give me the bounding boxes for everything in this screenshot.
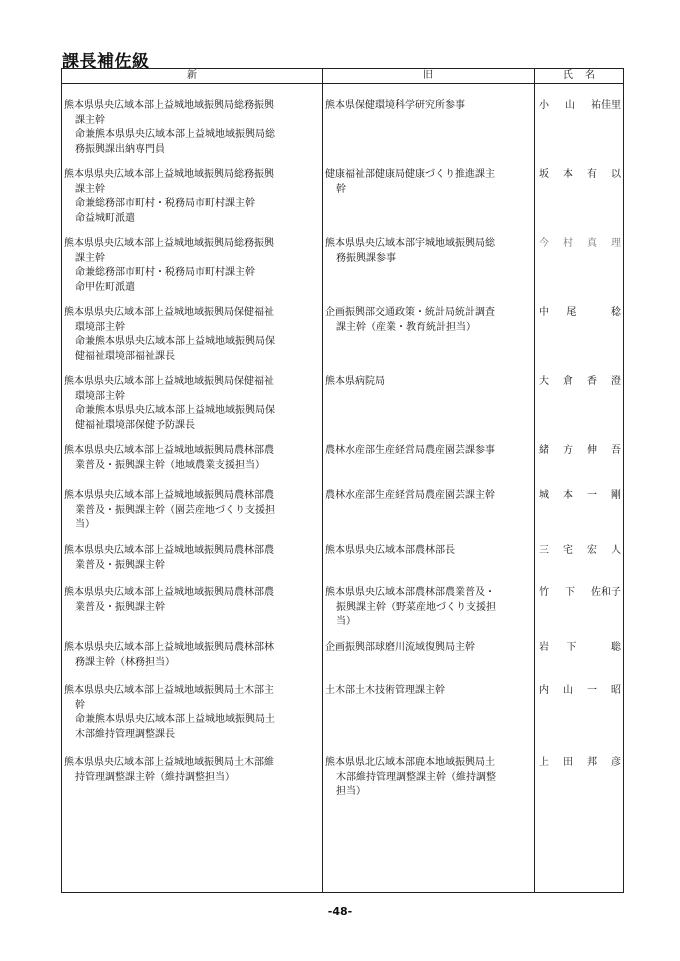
name-part: 佐和子 xyxy=(591,587,621,598)
name-part: 人 xyxy=(611,545,621,556)
new-position-line: 命兼熊本県県央広域本部上益城地域振興局保 xyxy=(75,336,275,347)
name-part: 宅 xyxy=(563,545,573,556)
name-part: 吾 xyxy=(611,445,621,456)
old-position-cell xyxy=(325,444,532,459)
name-cell xyxy=(534,99,624,114)
name-part: 内 xyxy=(539,685,549,696)
new-position-cell xyxy=(64,544,321,573)
name-part: 本 xyxy=(563,169,573,180)
person-name xyxy=(534,375,624,390)
old-position-line: 企画振興部交通政策・統計局統計調査 xyxy=(325,307,495,318)
new-position-line: 命兼総務部市町村・税務局市町村課主幹 xyxy=(75,198,255,209)
name-cell xyxy=(534,641,624,656)
name-part: 三 xyxy=(539,545,549,556)
new-position-line: 環境部主幹 xyxy=(75,321,125,333)
name-part: 本 xyxy=(563,490,573,501)
old-position-line: 熊本県県央広域本部農林部農業普及・ xyxy=(325,587,495,598)
new-position-line: 課主幹 xyxy=(75,252,105,264)
old-position-cell xyxy=(325,375,532,390)
new-position-cell xyxy=(64,306,321,364)
new-position-cell xyxy=(64,641,321,670)
old-position-line: 担当） xyxy=(336,786,366,797)
new-position-cell xyxy=(64,684,321,742)
personnel-table xyxy=(61,68,624,893)
section-title: 課長補佐級 xyxy=(62,52,150,72)
old-position-line: 熊本県県央広域本部宇城地域振興局総 xyxy=(325,238,495,249)
header-name: 氏名 xyxy=(563,70,607,81)
old-position-cell xyxy=(325,586,532,630)
new-position-line: 熊本県県央広域本部上益城地域振興局総務振興 xyxy=(64,238,274,249)
new-position-line: 熊本県県央広域本部上益城地域振興局土木部主 xyxy=(64,685,274,696)
person-name xyxy=(534,306,624,321)
name-part: 岩 xyxy=(539,642,549,653)
new-position-line: 熊本県県央広域本部上益城地域振興局保健福祉 xyxy=(64,376,274,387)
new-position-line: 熊本県県央広域本部上益城地域振興局総務振興 xyxy=(64,100,274,111)
old-position-line: 健康福祉部健康局健康づくり推進課主 xyxy=(325,169,495,180)
name-cell xyxy=(534,684,624,699)
new-position-line: 当） xyxy=(75,519,95,530)
new-position-line: 幹 xyxy=(75,699,85,711)
old-position-line: 木部維持管理調整課主幹（維持調整 xyxy=(336,771,496,783)
column-divider xyxy=(322,69,323,892)
name-cell xyxy=(534,306,624,321)
name-part: 理 xyxy=(611,238,621,249)
new-position-cell xyxy=(64,444,321,473)
new-position-line: 熊本県県央広域本部上益城地域振興局保健福祉 xyxy=(64,307,274,318)
name-part: 下 xyxy=(566,642,577,653)
new-position-line: 熊本県県央広域本部上益城地域振興局総務振興 xyxy=(64,169,274,180)
name-part: 一 xyxy=(587,685,597,696)
old-position-cell xyxy=(325,306,532,335)
new-position-cell xyxy=(64,375,321,433)
name-part: 以 xyxy=(611,169,621,180)
name-part: 伸 xyxy=(587,445,597,456)
name-part: 一 xyxy=(587,490,597,501)
old-position-line: 熊本県病院局 xyxy=(325,376,385,387)
new-position-cell xyxy=(64,99,321,157)
name-cell xyxy=(534,544,624,559)
person-name xyxy=(534,544,624,559)
person-name xyxy=(534,237,624,252)
old-position-cell xyxy=(325,489,532,504)
name-part: 昭 xyxy=(611,685,621,696)
new-position-line: 熊本県県央広域本部上益城地域振興局農林部林 xyxy=(64,642,274,653)
old-position-line: 当） xyxy=(336,616,356,627)
name-part: 剛 xyxy=(611,490,621,501)
new-position-line: 命兼熊本県県央広域本部上益城地域振興局土 xyxy=(75,714,275,725)
old-position-line: 課主幹（産業・教育統計担当） xyxy=(336,321,476,333)
old-position-cell xyxy=(325,99,532,114)
new-position-cell xyxy=(64,586,321,615)
person-name xyxy=(534,641,624,656)
old-position-line: 土木部土木技術管理課主幹 xyxy=(325,685,445,696)
name-part: 今 xyxy=(539,238,549,249)
old-position-cell xyxy=(325,168,532,197)
header-new: 新 xyxy=(187,70,197,81)
name-part: 村 xyxy=(563,238,573,249)
new-position-line: 課主幹 xyxy=(75,114,105,126)
old-position-line: 熊本県県北広域本部鹿本地域振興局土 xyxy=(325,757,495,768)
new-position-line: 熊本県県央広域本部上益城地域振興局農林部農 xyxy=(64,445,274,456)
person-name xyxy=(534,444,624,459)
old-position-cell xyxy=(325,544,532,559)
new-position-cell xyxy=(64,489,321,533)
name-part: 坂 xyxy=(539,169,549,180)
name-part: 小 xyxy=(539,100,549,111)
old-position-line: 幹 xyxy=(336,183,346,195)
name-part: 方 xyxy=(563,445,573,456)
old-position-cell xyxy=(325,641,532,656)
new-position-line: 持管理調整課主幹（維持調整担当） xyxy=(75,771,235,783)
new-position-cell xyxy=(64,756,321,785)
new-position-cell xyxy=(64,168,321,226)
new-position-line: 命兼総務部市町村・税務局市町村課主幹 xyxy=(75,267,255,278)
new-position-cell xyxy=(64,237,321,295)
name-part: 聡 xyxy=(610,642,621,653)
old-position-line: 務振興課参事 xyxy=(336,252,396,264)
name-part: 中 xyxy=(539,307,549,318)
new-position-line: 命兼熊本県県央広域本部上益城地域振興局総 xyxy=(75,129,275,140)
person-name xyxy=(534,684,624,699)
new-position-line: 課主幹 xyxy=(75,183,105,195)
name-part: 山 xyxy=(565,100,575,111)
old-position-line: 農林水産部生産経営局農産園芸課参事 xyxy=(325,445,495,456)
name-part: 彦 xyxy=(611,757,621,768)
person-name xyxy=(534,756,624,771)
person-name xyxy=(534,489,624,504)
new-position-line: 命益城町派遣 xyxy=(75,212,135,224)
name-part: 有 xyxy=(587,169,597,180)
old-position-line: 振興課主幹（野菜産地づくり支援担 xyxy=(336,601,496,613)
name-cell xyxy=(534,489,624,504)
new-position-line: 命甲佐町派遣 xyxy=(75,281,135,293)
new-position-line: 業普及・振興課主幹 xyxy=(75,601,165,613)
old-position-line: 熊本県保健環境科学研究所参事 xyxy=(325,100,465,111)
name-part: 大 xyxy=(539,376,549,387)
new-position-line: 務課主幹（林務担当） xyxy=(75,656,175,668)
page-number: -48- xyxy=(327,905,353,918)
new-position-line: 木部維持管理調整課長 xyxy=(75,728,175,740)
name-part: 倉 xyxy=(563,376,573,387)
name-cell xyxy=(534,756,624,771)
old-position-cell xyxy=(325,684,532,699)
header-old: 旧 xyxy=(423,70,433,81)
name-cell xyxy=(534,444,624,459)
name-cell xyxy=(534,168,624,183)
name-part: 下 xyxy=(565,587,575,598)
new-position-line: 業普及・振興課主幹（園芸産地づくり支援担 xyxy=(75,504,275,516)
new-position-line: 熊本県県央広域本部上益城地域振興局農林部農 xyxy=(64,587,274,598)
name-part: 澄 xyxy=(611,376,621,387)
name-part: 山 xyxy=(563,685,573,696)
name-part: 宏 xyxy=(587,545,597,556)
name-part: 上 xyxy=(539,757,549,768)
new-position-line: 熊本県県央広域本部上益城地域振興局農林部農 xyxy=(64,545,274,556)
name-part: 稔 xyxy=(610,307,621,318)
table-header xyxy=(62,69,623,84)
new-position-line: 務振興課出納専門員 xyxy=(75,143,165,155)
new-position-line: 熊本県県央広域本部上益城地域振興局農林部農 xyxy=(64,490,274,501)
name-part: 竹 xyxy=(539,587,549,598)
new-position-line: 健福祉環境部福祉課長 xyxy=(75,350,175,362)
old-position-line: 農林水産部生産経営局農産園芸課主幹 xyxy=(325,490,495,501)
old-position-line: 企画振興部球磨川流域復興局主幹 xyxy=(325,642,475,653)
old-position-cell xyxy=(325,756,532,800)
person-name xyxy=(534,586,624,601)
name-part: 田 xyxy=(563,757,573,768)
person-name xyxy=(534,168,624,183)
name-part: 祐佳里 xyxy=(591,100,621,111)
person-name xyxy=(534,99,624,114)
new-position-line: 命兼熊本県県央広域本部上益城地域振興局保 xyxy=(75,405,275,416)
name-part: 真 xyxy=(587,238,597,249)
new-position-line: 環境部主幹 xyxy=(75,390,125,402)
name-part: 緒 xyxy=(539,445,549,456)
name-cell xyxy=(534,375,624,390)
name-part: 香 xyxy=(587,376,597,387)
old-position-cell xyxy=(325,237,532,266)
name-part: 邦 xyxy=(587,757,597,768)
old-position-line: 熊本県県央広域本部農林部長 xyxy=(325,545,455,556)
name-part: 尾 xyxy=(566,307,577,318)
name-part: 城 xyxy=(539,490,549,501)
new-position-line: 健福祉環境部保健予防課長 xyxy=(75,419,195,431)
new-position-line: 熊本県県央広域本部上益城地域振興局土木部維 xyxy=(64,757,274,768)
new-position-line: 業普及・振興課主幹（地域農業支援担当） xyxy=(75,459,265,471)
name-cell xyxy=(534,586,624,601)
name-cell xyxy=(534,237,624,252)
new-position-line: 業普及・振興課主幹 xyxy=(75,559,165,571)
